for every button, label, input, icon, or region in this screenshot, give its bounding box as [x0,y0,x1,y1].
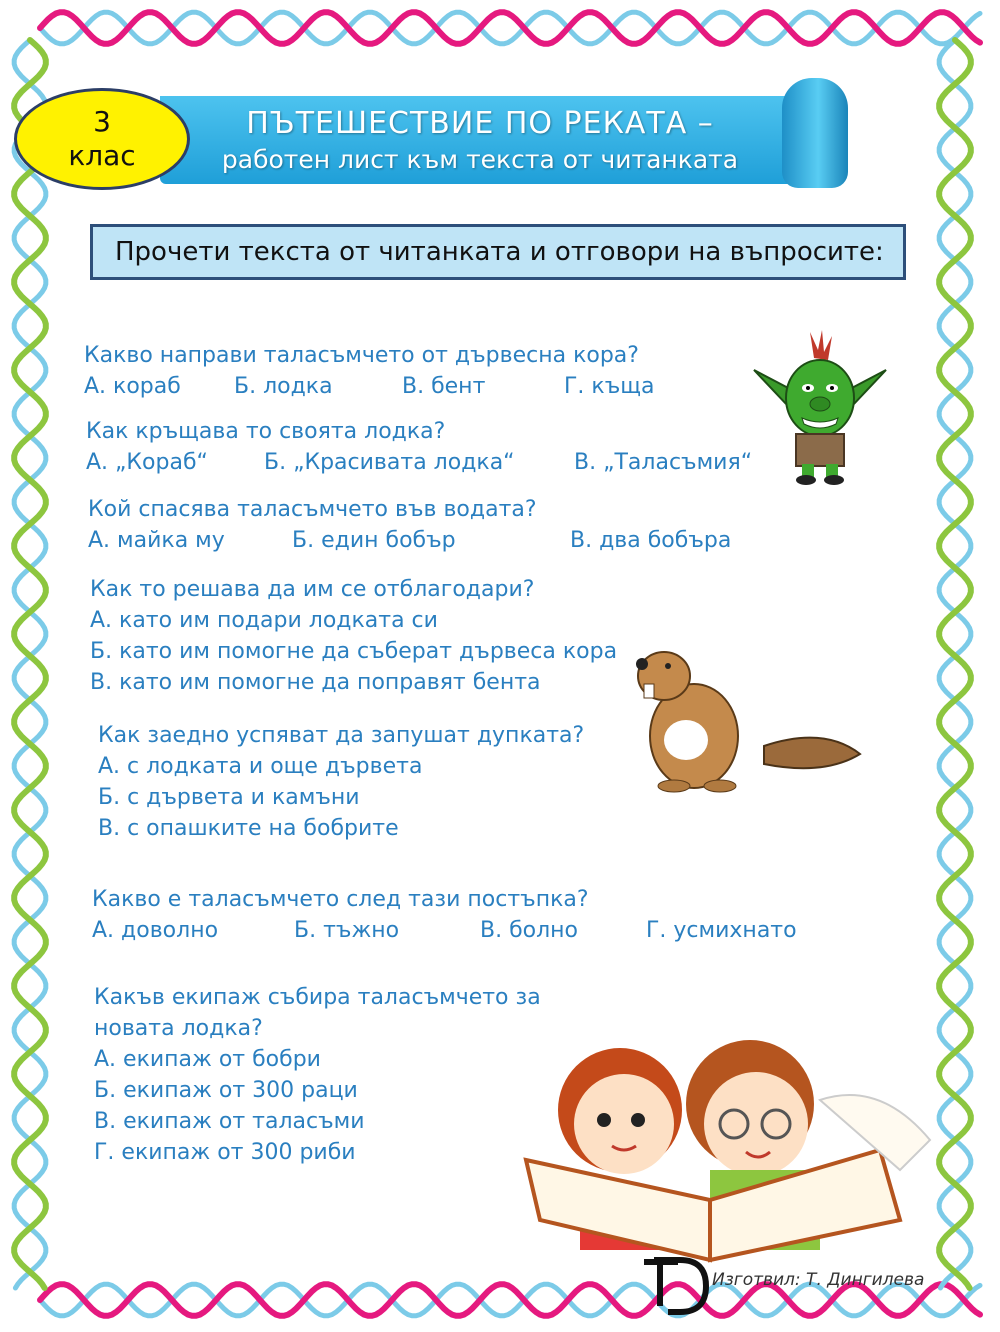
instruction-text: Прочети текста от читанката и отговори на въпросите: [115,237,884,267]
answer-option[interactable]: В. болно [480,918,579,943]
question-text: Какво е таласъмчето след тази постъпка? [92,887,589,912]
grade-word: клас [68,139,136,172]
beaver-illustration [624,636,864,796]
answer-option[interactable]: А. с лодката и още дървета [98,754,423,779]
answer-option[interactable]: А. майка му [88,528,225,553]
question-text: Какъв екипаж събира таласъмчето за [94,985,541,1010]
answer-option[interactable]: В. „Таласъмия“ [574,450,753,475]
answer-option[interactable]: Г. усмихнато [646,918,797,943]
question-text: Как кръщава то своята лодка? [86,419,446,444]
answer-option[interactable]: Б. един бобър [292,528,456,553]
page-title: ПЪТЕШЕСТВИЕ ПО РЕКАТА – [246,106,714,141]
answer-option[interactable]: А. като им подари лодката си [90,608,438,633]
question-block [88,494,748,556]
children-reading-illustration [520,1020,944,1270]
question-text: Кой спасява таласъмчето във водата? [88,497,537,522]
answer-option[interactable]: А. кораб [84,374,181,399]
answer-option[interactable]: Г. къща [564,374,655,399]
author-logo [640,1248,710,1318]
grade-badge [14,88,190,190]
answer-option[interactable]: Б. като им помогне да съберат дървеса кора [90,639,618,664]
title-banner [160,96,800,184]
answer-option[interactable]: Б. „Красивата лодка“ [264,450,515,475]
question-text: Как заедно успяват да запушат дупката? [98,723,585,748]
question-text: Как то решава да им се отблагодари? [90,577,535,602]
answer-option[interactable]: А. „Кораб“ [86,450,208,475]
scroll-roll-decoration [782,78,848,188]
answer-option[interactable]: В. екипаж от таласъми [94,1109,365,1134]
answer-option[interactable]: В. бент [402,374,486,399]
question-text-continued: новата лодка? [94,1016,263,1041]
answer-option[interactable]: Б. лодка [234,374,333,399]
answer-option[interactable]: В. два бобъра [570,528,732,553]
instruction-box [90,224,906,280]
answer-option[interactable]: Б. екипаж от 300 раци [94,1078,358,1103]
author-credit: Изготвил: Т. Дингилева [712,1270,925,1290]
answer-option[interactable]: А. доволно [92,918,219,943]
answer-option[interactable]: В. с опашките на бобрите [98,816,399,841]
question-text: Какво направи таласъмчето от дървесна кора? [84,343,639,368]
question-block [90,574,617,698]
question-block [84,340,704,402]
answer-option[interactable]: Б. тъжно [294,918,400,943]
page-subtitle: работен лист към текста от читанката [221,145,739,174]
answer-option[interactable]: Г. екипаж от 300 риби [94,1140,356,1165]
answer-option[interactable]: Б. с дървета и камъни [98,785,360,810]
grade-number: 3 [93,105,111,138]
goblin-illustration [752,330,888,490]
answer-option[interactable]: В. като им помогне да поправят бента [90,670,541,695]
question-block [98,720,584,844]
question-block [86,416,766,478]
question-block [92,884,812,946]
question-block [94,982,541,1168]
answer-option[interactable]: А. екипаж от бобри [94,1047,321,1072]
